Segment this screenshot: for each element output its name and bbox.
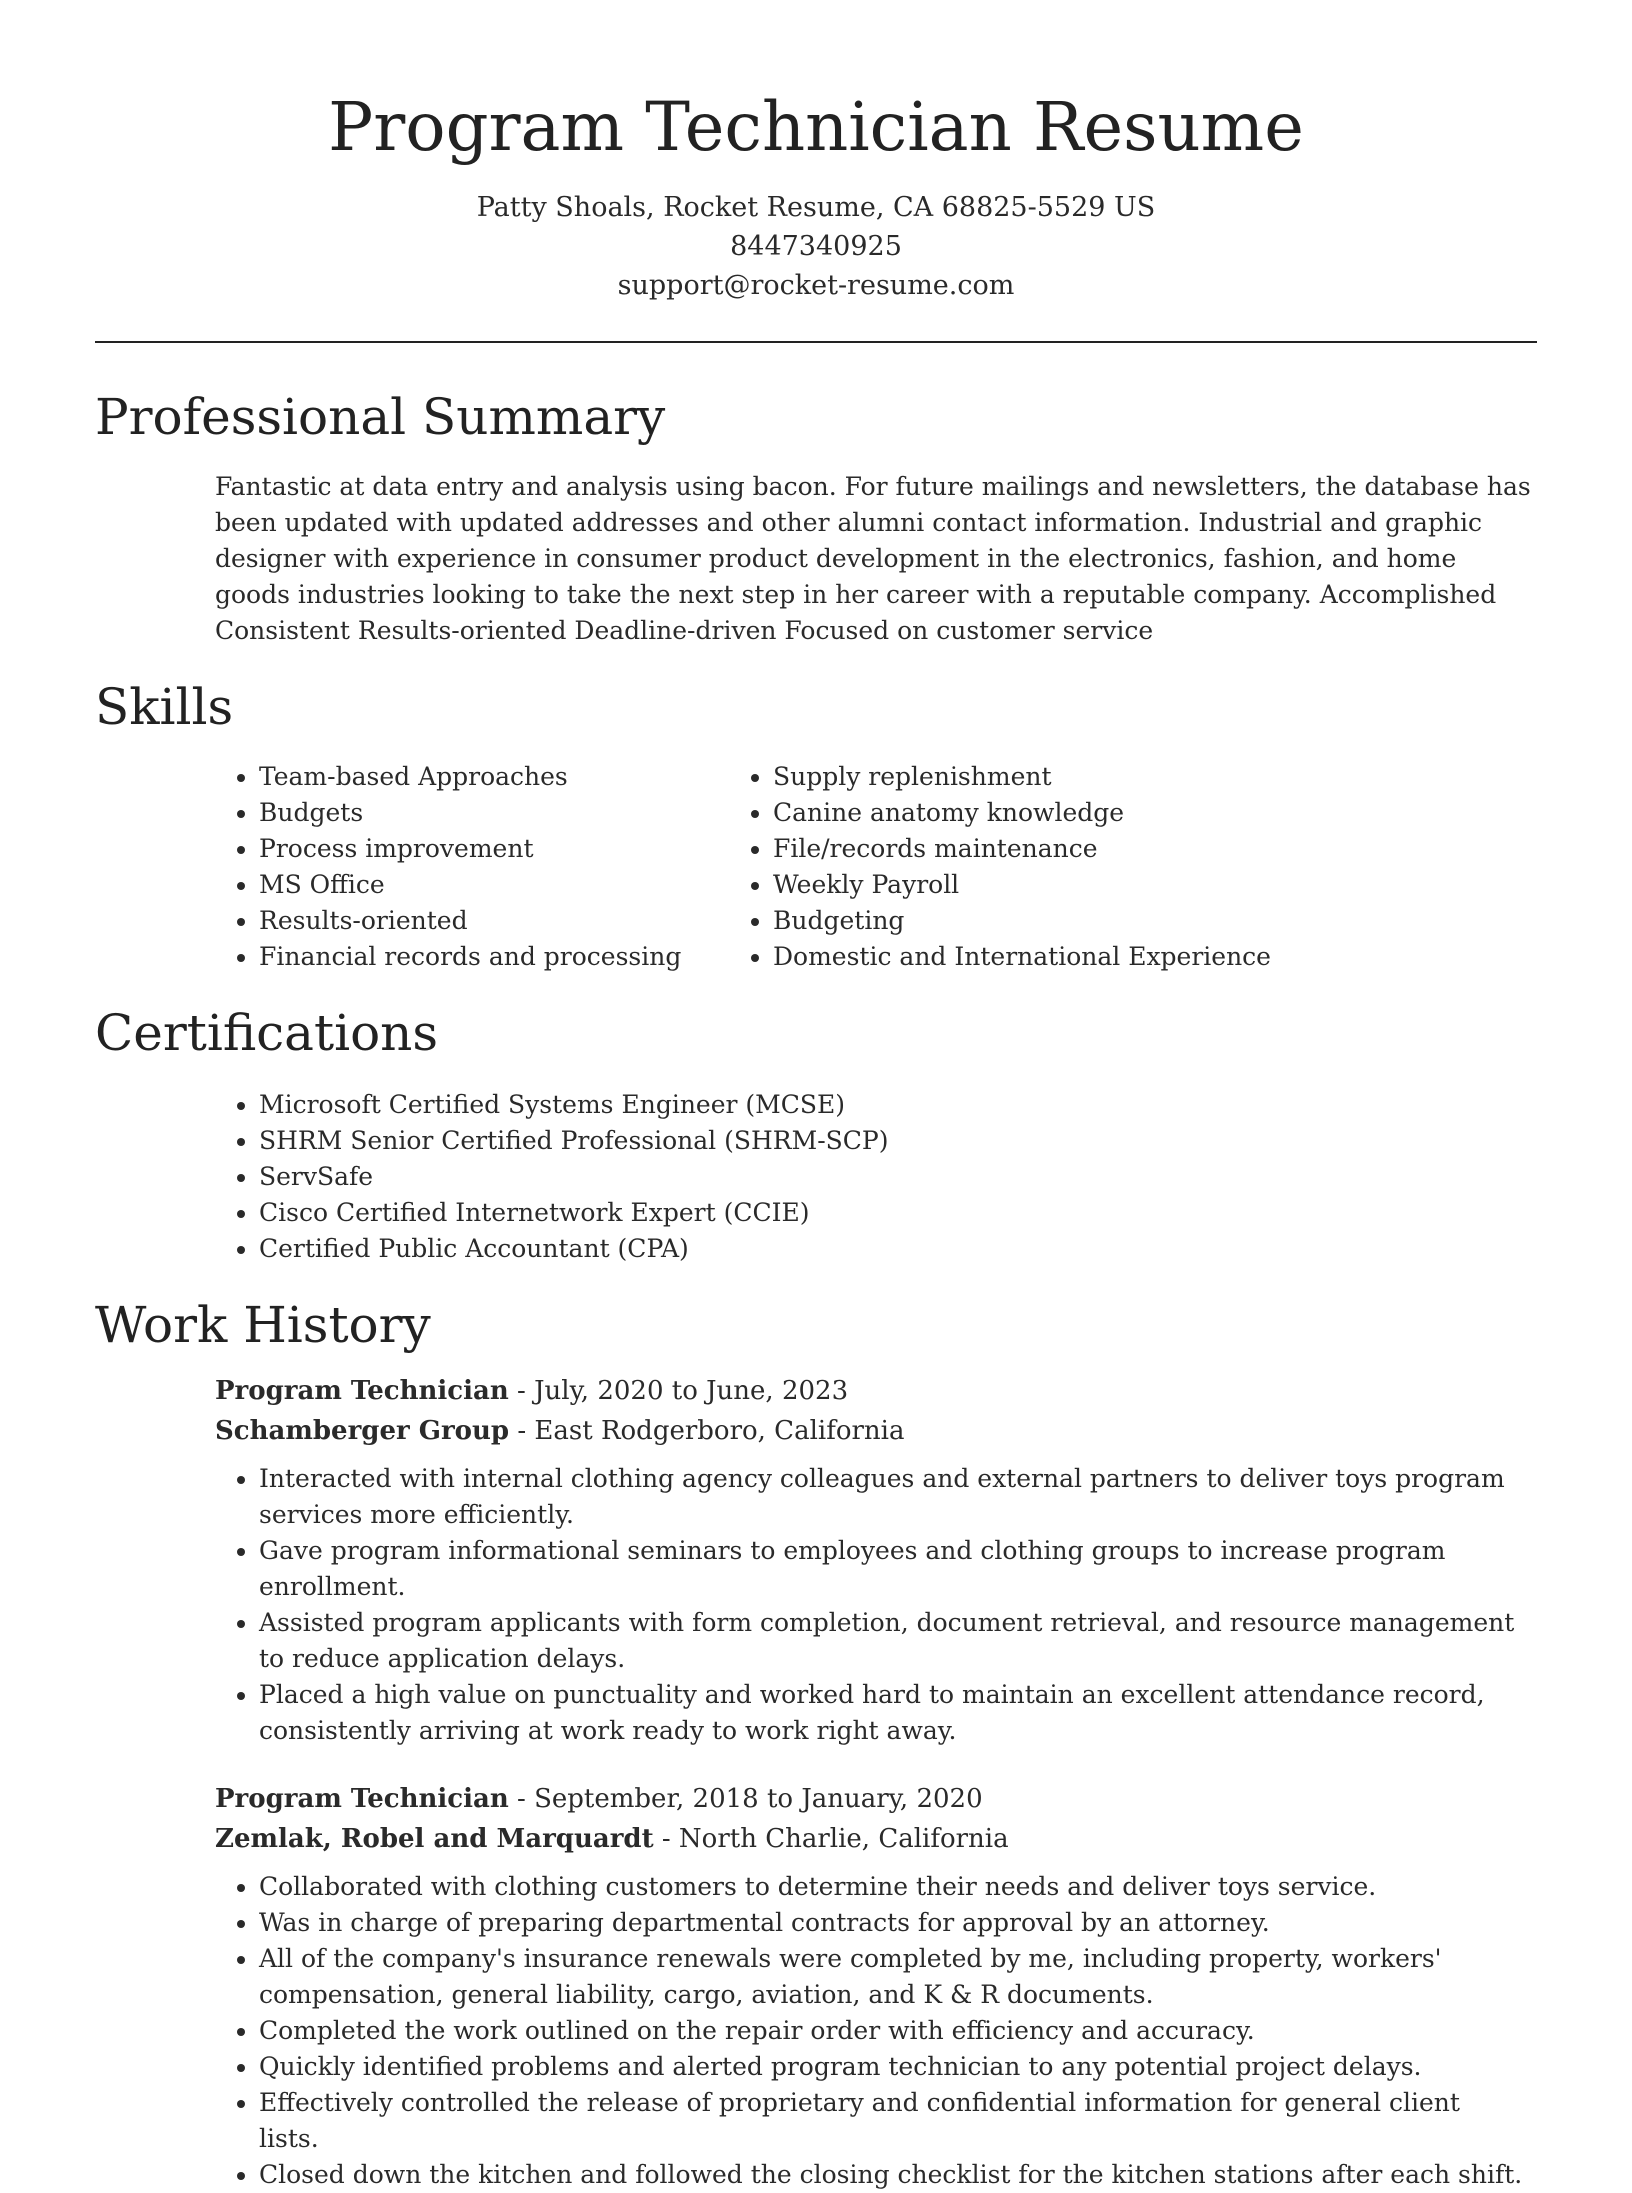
job-bullets: [215, 1461, 1537, 1749]
job-title-line: [215, 1779, 1537, 1819]
job-bullets: [215, 1869, 1537, 2193]
job-bullet: • Gave program informational seminars to employees and clothing groups to increase program enrollment.: [259, 1533, 1527, 1605]
skills-grid: [95, 759, 1537, 975]
summary-heading: Professional Summary: [95, 388, 666, 446]
contact-phone: 8447340925: [730, 231, 902, 262]
skill-item: • Financial records and processing: [259, 939, 745, 975]
contact-address: Patty Shoals, Rocket Resume, CA 68825-5529 US: [476, 192, 1156, 223]
job-bullet: • Collaborated with clothing customers to determine their needs and deliver toys service.: [259, 1869, 1527, 1905]
skill-item: • Results-oriented: [259, 903, 745, 939]
header-divider: [95, 341, 1537, 343]
skill-item: • Budgeting: [773, 903, 1373, 939]
skill-item: • Domestic and International Experience: [773, 939, 1373, 975]
certification-item: • Certified Public Accountant (CPA): [259, 1231, 1537, 1267]
summary-section: [95, 385, 1537, 649]
contact-block: [95, 188, 1537, 305]
job-bullet: • Assisted program applicants with form completion, document retrieval, and resource management to reduce application delays.: [259, 1605, 1527, 1677]
job-bullet: • Placed a high value on punctuality and worked hard to maintain an excellent attendance record, consistently arriving at work ready to work right away.: [259, 1677, 1527, 1749]
job-title-line: [215, 1371, 1537, 1411]
work-history-section: [95, 1293, 1537, 2193]
job-location: - East Rodgerboro, California: [509, 1416, 905, 1446]
job-company: Schamberger Group: [215, 1416, 510, 1446]
job-bullet: • Interacted with internal clothing agency colleagues and external partners to deliver toys program services more efficiently.: [259, 1461, 1527, 1533]
resume-title: Program Technician Resume: [328, 88, 1304, 166]
job-bullet: • Was in charge of preparing departmental contracts for approval by an attorney.: [259, 1905, 1527, 1941]
job-location: - North Charlie, California: [653, 1824, 1009, 1854]
job-company: Zemlak, Robel and Marquardt: [215, 1824, 654, 1854]
skill-item: • Supply replenishment: [773, 759, 1373, 795]
skill-item: • MS Office: [259, 867, 745, 903]
certifications-heading: Certifications: [95, 1004, 439, 1062]
contact-email: support@rocket-resume.com: [617, 270, 1015, 301]
job-dates: - September, 2018 to January, 2020: [508, 1784, 983, 1814]
skill-item: • Weekly Payroll: [773, 867, 1373, 903]
resume-header: [95, 0, 1537, 343]
job-bullet: • Completed the work outlined on the repair order with efficiency and accuracy.: [259, 2013, 1527, 2049]
skill-item: • File/records maintenance: [773, 831, 1373, 867]
skills-section: [95, 675, 1537, 975]
work-history-heading: Work History: [95, 1296, 431, 1354]
job-dates: - July, 2020 to June, 2023: [508, 1376, 849, 1406]
skills-list-right: [609, 759, 1373, 975]
job-company-line: [215, 1411, 1537, 1451]
job-bullet: • Effectively controlled the release of proprietary and confidential information for general client lists.: [259, 2085, 1527, 2157]
job-entry: [215, 1779, 1537, 2193]
certification-item: • Cisco Certified Internetwork Expert (CCIE): [259, 1195, 1537, 1231]
job-bullet: • Closed down the kitchen and followed the closing checklist for the kitchen stations after each shift.: [259, 2157, 1527, 2193]
job-bullet: • Quickly identified problems and alerted program technician to any potential project delays.: [259, 2049, 1527, 2085]
skill-item: • Process improvement: [259, 831, 745, 867]
resume-page: [95, 0, 1537, 2193]
job-role: Program Technician: [215, 1784, 509, 1814]
certifications-section: [95, 1001, 1537, 1267]
skill-item: • Canine anatomy knowledge: [773, 795, 1373, 831]
certification-item: • SHRM Senior Certified Professional (SHRM-SCP): [259, 1123, 1537, 1159]
skills-heading: Skills: [95, 678, 234, 736]
summary-text: Fantastic at data entry and analysis using bacon. For future mailings and newsletters, the database has been updated with updated addresses and other alumni contact information. Industrial and graphic designer with experience in consumer product development in the electronics, fashion, and home goods industries looking to take the next step in her career with a reputable company. Accomplished Consistent Results-oriented Deadline-driven Focused on customer service: [215, 472, 1531, 645]
certifications-list: [95, 1087, 1537, 1267]
job-company-line: [215, 1819, 1537, 1859]
job-role: Program Technician: [215, 1376, 509, 1406]
certification-item: • Microsoft Certified Systems Engineer (MCSE): [259, 1087, 1537, 1123]
skill-item: • Budgets: [259, 795, 745, 831]
skill-item: • Team-based Approaches: [259, 759, 745, 795]
job-entry: [215, 1371, 1537, 1749]
certification-item: • ServSafe: [259, 1159, 1537, 1195]
job-bullet: • All of the company's insurance renewals were completed by me, including property, workers' compensation, general liability, cargo, aviation, and K & R documents.: [259, 1941, 1527, 2013]
